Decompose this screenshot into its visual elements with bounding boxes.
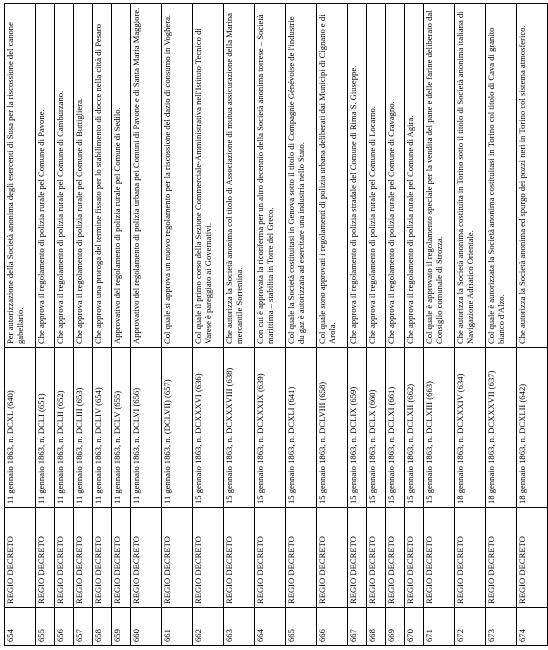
decree-type-cell: REGIO DECRETO [405, 508, 424, 608]
decree-description-cell: Che approva il regolamento di polizia rurale pel Comune di Locarno. [367, 4, 386, 348]
decree-number-cell: 661 [162, 608, 193, 646]
decree-description-cell: Col quale è autorizzata la Società anonima costituitasi in Torino col titolo di Cava di granito bianco d'Alzo. [486, 4, 517, 348]
table-row [455, 4, 486, 646]
table-row [317, 4, 348, 646]
decree-number-cell: 665 [286, 608, 317, 646]
decree-number-cell: 660 [131, 608, 162, 646]
decree-date-cell: 15 gennaio 1863, n. DCXXXVI (636) [193, 348, 224, 508]
decree-number-cell: 658 [93, 608, 112, 646]
decree-number-cell: 662 [193, 608, 224, 646]
decree-type-cell: REGIO DECRETO [36, 508, 55, 608]
decree-number-cell: 655 [36, 608, 55, 646]
decree-type-cell: REGIO DECRETO [162, 508, 193, 608]
decree-number-cell: 672 [455, 608, 486, 646]
decree-type-cell: REGIO DECRETO [224, 508, 255, 608]
table-row [162, 4, 193, 646]
decree-date-cell: 11 gennaio 1863, n. DCLIII (653) [74, 348, 93, 508]
decree-description-cell: Che approva il regolamento di polizia rurale pel Comune di Buttigliera. [74, 4, 93, 348]
decree-description-cell: Per autorizzazione della Società anonima degli esercenti di Susa per la riscossione del canone gabellario. [5, 4, 36, 348]
decree-number-cell: 670 [405, 608, 424, 646]
decree-type-cell: REGIO DECRETO [193, 508, 224, 608]
decree-description-cell: Col quale è approvato il regolamento speciale per la vendita del pane e delle farine deliberato dal Consiglio comunale di Strozza. [424, 4, 455, 348]
decree-number-cell: 674 [517, 608, 548, 646]
decree-description-cell: Che approva una proroga del termine fissato per lo stabilimento di docce nella città di Pesaro [93, 4, 112, 348]
decree-date-cell: 15 gennaio 1863, n. DCLIX (659) [348, 348, 367, 508]
decree-description-cell: Che approva il regolamento di polizia rurale pel Comune di Agira. [405, 4, 424, 348]
decree-number-cell: 663 [224, 608, 255, 646]
decree-number-cell: 659 [112, 608, 131, 646]
decree-number-cell: 669 [386, 608, 405, 646]
decree-number-cell: 654 [5, 608, 36, 646]
decree-date-cell: 15 gennaio 1863, n. DCLX (660) [367, 348, 386, 508]
decree-date-cell: 11 gennaio 1863, n. (DCLVII) (657) [162, 348, 193, 508]
table-row [112, 4, 131, 646]
decree-number-cell: 673 [486, 608, 517, 646]
decree-description-cell: Con cui è approvata la riconferma per un altro decennio della Società anonima torrese – Società marittima – stabilita in Torre del Greco. [255, 4, 286, 348]
decree-type-cell: REGIO DECRETO [74, 508, 93, 608]
decree-type-cell: REGIO DECRETO [348, 508, 367, 608]
decree-date-cell: 18 gennaio 1863, n. DCXXXVII (637) [486, 348, 517, 508]
decree-table-body [5, 4, 548, 646]
decree-description-cell: Col quale si approva un nuovo regolamento per la riscossione del dazio di consumo in Voghera. [162, 4, 193, 348]
decree-date-cell: 11 gennaio 1863, n. DCLVI (656) [131, 348, 162, 508]
table-row [348, 4, 367, 646]
decree-date-cell: 15 gennaio 1863, n. DCLXII (662) [405, 348, 424, 508]
decree-number-cell: 667 [348, 608, 367, 646]
table-row [193, 4, 224, 646]
decree-description-cell: Che approva il regolamento di polizia rurale pel Comune di Pavone. [36, 4, 55, 348]
decree-date-cell: 11 gennaio 1863, n. DCLI (651) [36, 348, 55, 508]
decree-type-cell: REGIO DECRETO [317, 508, 348, 608]
table-row [367, 4, 386, 646]
decree-number-cell: 657 [74, 608, 93, 646]
decree-type-cell: REGIO DECRETO [486, 508, 517, 608]
decree-date-cell: 15 gennaio 1863, n. DCXXXIX (639) [255, 348, 286, 508]
decree-type-cell: REGIO DECRETO [286, 508, 317, 608]
decree-number-cell: 666 [317, 608, 348, 646]
decree-description-cell: Che approva il regolamento di polizia rurale pel Comune di Camburzano. [55, 4, 74, 348]
decree-type-cell: REGIO DECRETO [112, 508, 131, 608]
table-row [224, 4, 255, 646]
table-row [5, 4, 36, 646]
table-row [517, 4, 548, 646]
table-row [486, 4, 517, 646]
decree-type-cell: REGIO DECRETO [55, 508, 74, 608]
decree-type-cell: REGIO DECRETO [93, 508, 112, 608]
table-row [405, 4, 424, 646]
table-row [74, 4, 93, 646]
decree-description-cell: Col quale il primo corso della Sezione Commerciale-Amministrativa nell'Istituto Tecnico di Varese è pareggiato ai Governativi. [193, 4, 224, 348]
decree-date-cell: 15 gennaio 1863, n. DCLXIII (663) [424, 348, 455, 508]
decree-date-cell: 18 gennaio 1863, n. DCXXXIV (634) [455, 348, 486, 508]
decree-type-cell: REGIO DECRETO [424, 508, 455, 608]
decree-type-cell: REGIO DECRETO [367, 508, 386, 608]
decree-date-cell: 15 gennaio 1863, n. DCXXXVIII (638) [224, 348, 255, 508]
table-row [255, 4, 286, 646]
table-row [55, 4, 74, 646]
decree-table [4, 3, 548, 646]
table-row [424, 4, 455, 646]
decree-date-cell: 15 gennaio 1863, n. DCXLI (641) [286, 348, 317, 508]
decree-number-cell: 671 [424, 608, 455, 646]
decree-number-cell: 656 [55, 608, 74, 646]
decree-description-cell: Approvativo del regolamento di polizia urbana pei Comuni di Pavone e di Santa Maria Maggiore. [131, 4, 162, 348]
decree-description-cell: Che autorizza la Società anonima costituita in Torino sotto il titolo di Società anonima italiana di Navigazione Adriatico Orientale. [455, 4, 486, 348]
decree-type-cell: REGIO DECRETO [386, 508, 405, 608]
decree-description-cell: Che approva il regolamento di polizia stradale del Comune di Rima S. Giuseppe. [348, 4, 367, 348]
table-row [386, 4, 405, 646]
decree-date-cell: 15 gennaio 1863, n. DCLXI (661) [386, 348, 405, 508]
decree-type-cell: REGIO DECRETO [5, 508, 36, 608]
decree-description-cell: Col quale la Società costituitasi in Genova sotto il titolo di Compagnie Génévoise de l'industrie du gaz è autorizzata ad esercitare una industria nello Stato. [286, 4, 317, 348]
decree-number-cell: 668 [367, 608, 386, 646]
table-row [286, 4, 317, 646]
decree-date-cell: 18 gennaio 1863, n. DCXLII (642) [517, 348, 548, 508]
decree-date-cell: 11 gennaio 1863, n. DCLIV (654) [93, 348, 112, 508]
decree-date-cell: 15 gennaio 1863, n. DCLVIII (658) [317, 348, 348, 508]
table-row [131, 4, 162, 646]
decree-date-cell: 11 gennaio 1863, n. DCLII (652) [55, 348, 74, 508]
decree-type-cell: REGIO DECRETO [255, 508, 286, 608]
decree-date-cell: 11 gennaio 1863, n. DCXL (640) [5, 348, 36, 508]
decree-type-cell: REGIO DECRETO [131, 508, 162, 608]
decree-description-cell: Che autorizza la Società anonima ed spurgo dei pozzi neri in Torino col sistema atmosferico. [517, 4, 548, 348]
decree-date-cell: 11 gennaio 1863, n. DCLV (655) [112, 348, 131, 508]
table-row [36, 4, 55, 646]
decree-number-cell: 664 [255, 608, 286, 646]
decree-description-cell: Che approva il regolamento di polizia rurale pel Comune di Cravagno. [386, 4, 405, 348]
decree-description-cell: Approvativo del regolamento di polizia rurale pel Comune di Sedilo. [112, 4, 131, 348]
decree-type-cell: REGIO DECRETO [517, 508, 548, 608]
decree-description-cell: Col quale sono approvati i regolamenti di polizia urbana deliberati dai Municipi di Cignano e di Arola. [317, 4, 348, 348]
decree-description-cell: Che autorizza la Società anonima col titolo di Associazione di mutua assicurazione della Marina mercantile Sorrentina. [224, 4, 255, 348]
decree-type-cell: REGIO DECRETO [455, 508, 486, 608]
table-row [93, 4, 112, 646]
